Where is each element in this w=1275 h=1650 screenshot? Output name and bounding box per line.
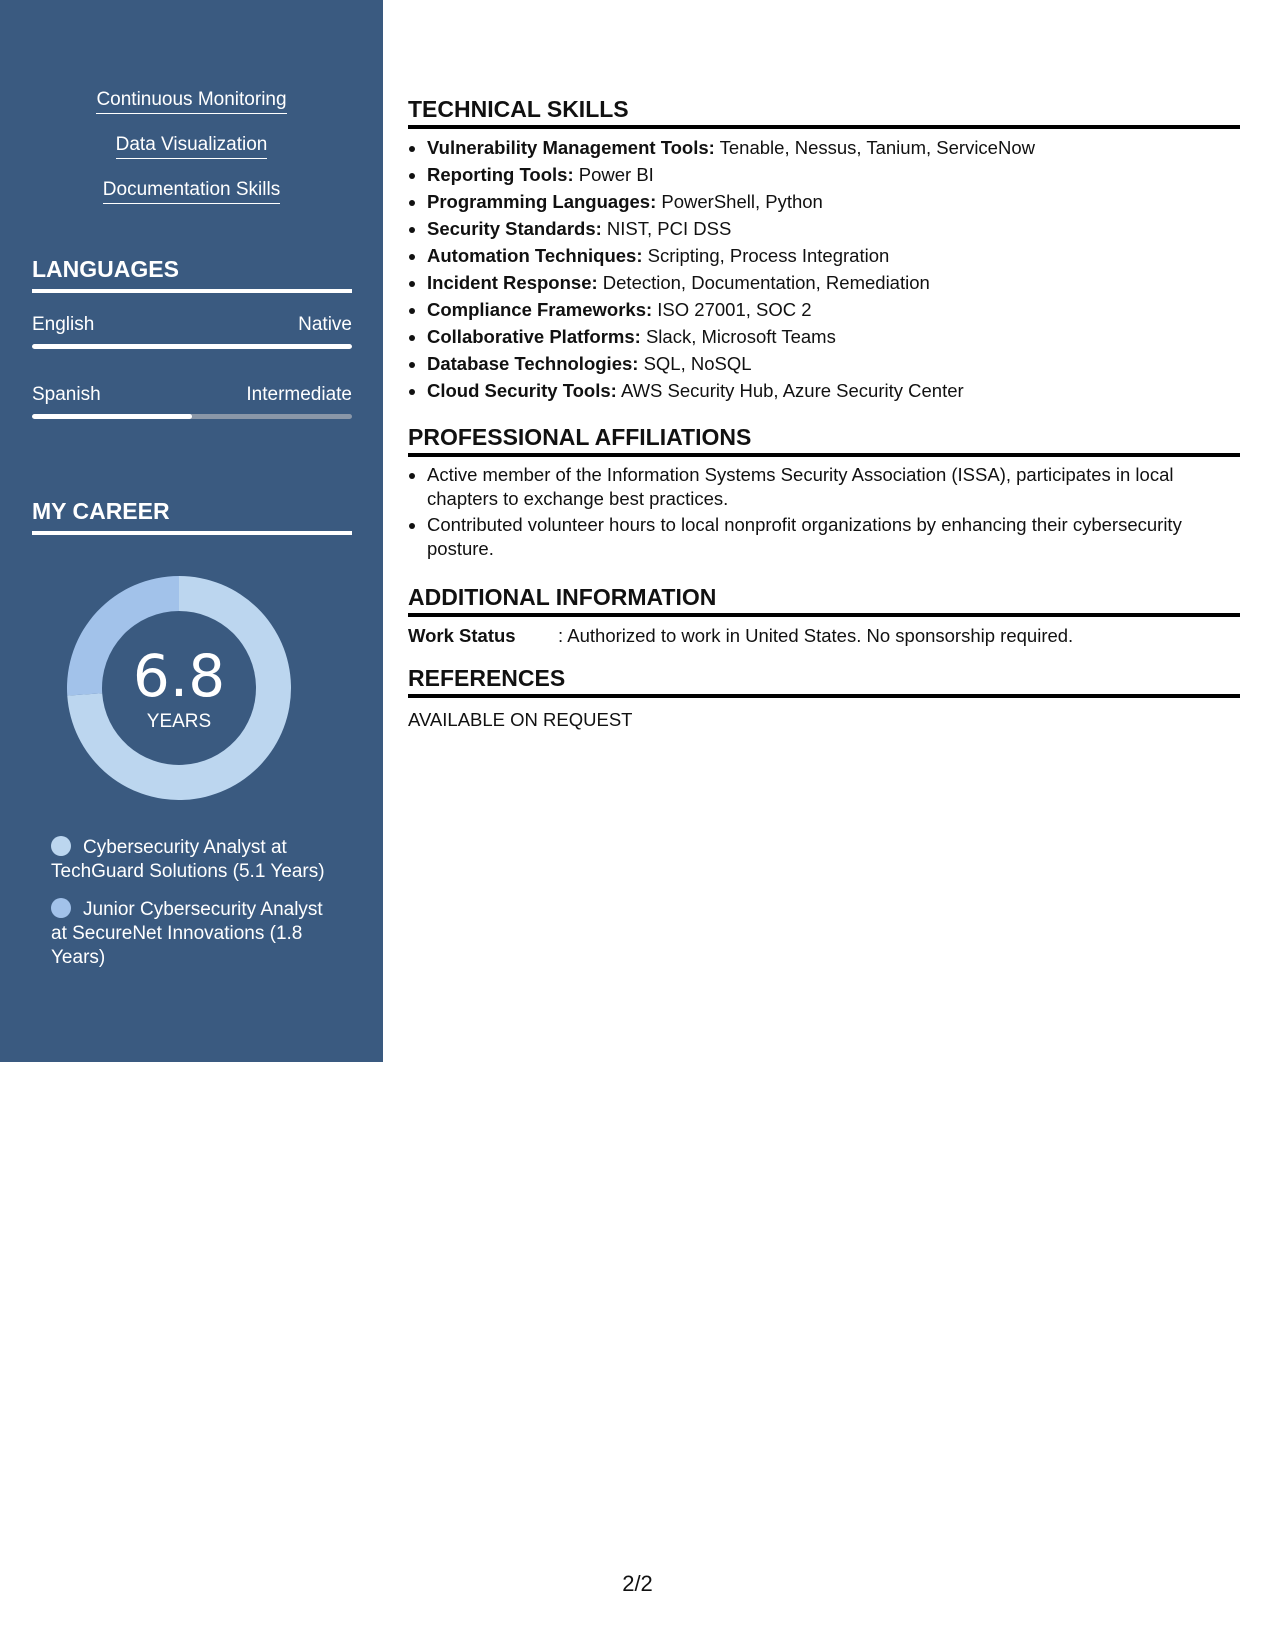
- language-row-spanish: [32, 383, 352, 407]
- affiliations-list: [408, 463, 1227, 563]
- language-level: Intermediate: [246, 384, 352, 405]
- legend-dot: [51, 836, 71, 856]
- skill-value: Scripting, Process Integration: [647, 245, 890, 266]
- language-bar-fill: [32, 414, 192, 419]
- skill-link-data-visualization[interactable]: [0, 133, 383, 157]
- career-donut-chart: [67, 576, 291, 800]
- skill-label: Security Standards:: [427, 218, 602, 239]
- career-total-years: 6.8: [132, 642, 226, 710]
- references-text: AVAILABLE ON REQUEST: [408, 709, 633, 730]
- list-item: • Contributed volunteer hours to local nonprofit organizations by enhancing their cybersecurity posture.: [427, 513, 1227, 561]
- skill-label: Incident Response:: [427, 272, 598, 293]
- skill-value: NIST, PCI DSS: [606, 218, 732, 239]
- list-item: [427, 296, 1239, 323]
- language-name: Spanish: [32, 384, 101, 405]
- additional-info-heading: ADDITIONAL INFORMATION: [408, 583, 1240, 617]
- list-item: [427, 215, 1239, 242]
- languages-heading: LANGUAGES: [32, 255, 352, 293]
- skill-link-continuous-monitoring[interactable]: [0, 88, 383, 112]
- language-bar-fill: [32, 344, 352, 349]
- list-item: [427, 188, 1239, 215]
- language-bar-spanish: [32, 414, 352, 419]
- sidebar: [0, 0, 383, 1062]
- career-total-unit: YEARS: [146, 711, 212, 732]
- technical-skills-list: [408, 134, 1239, 404]
- skill-value: PowerShell, Python: [661, 191, 823, 212]
- skill-value: SQL, NoSQL: [643, 353, 752, 374]
- list-item: [427, 377, 1239, 404]
- skill-label: Automation Techniques:: [427, 245, 643, 266]
- skill-value: Power BI: [578, 164, 654, 185]
- skill-label: Programming Languages:: [427, 191, 657, 212]
- affiliations-heading: PROFESSIONAL AFFILIATIONS: [408, 423, 1240, 457]
- career-item-label: Junior Cybersecurity Analyst at SecureNet Innovations (1.8 Years): [51, 899, 323, 968]
- skill-label: Compliance Frameworks:: [427, 299, 653, 320]
- skill-value: ISO 27001, SOC 2: [657, 299, 812, 320]
- skill-label: Database Technologies:: [427, 353, 639, 374]
- career-item-label: Cybersecurity Analyst at TechGuard Solutions (5.1 Years): [51, 837, 325, 882]
- legend-dot: [51, 898, 71, 918]
- work-status-label: Work Status: [408, 625, 516, 646]
- work-status-value: : Authorized to work in United States. No sponsorship required.: [558, 625, 1074, 646]
- language-level: Native: [298, 314, 352, 335]
- skill-value: Slack, Microsoft Teams: [645, 326, 836, 347]
- list-item: [427, 323, 1239, 350]
- skill-link-label: Documentation Skills: [103, 179, 280, 204]
- skill-link-label: Continuous Monitoring: [96, 89, 286, 114]
- skill-value: Detection, Documentation, Remediation: [602, 272, 930, 293]
- career-item-securenet: [51, 898, 336, 970]
- page-number: 2/2: [622, 1571, 653, 1596]
- references-heading: REFERENCES: [408, 664, 1240, 698]
- language-name: English: [32, 314, 95, 335]
- skill-label: Cloud Security Tools:: [427, 380, 617, 401]
- list-item: [427, 242, 1239, 269]
- list-item: • Active member of the Information Systems Security Association (ISSA), participates in local chapters to exchange best practices.: [427, 463, 1227, 511]
- skill-link-documentation-skills[interactable]: [0, 178, 383, 202]
- list-item: [427, 269, 1239, 296]
- skill-link-label: Data Visualization: [116, 134, 268, 159]
- skill-value: Tenable, Nessus, Tanium, ServiceNow: [719, 137, 1035, 158]
- list-item: [427, 350, 1239, 377]
- skill-label: Vulnerability Management Tools:: [427, 137, 715, 158]
- donut-center: [67, 576, 291, 800]
- list-item: [427, 161, 1239, 188]
- skill-label: Collaborative Platforms:: [427, 326, 641, 347]
- career-heading: MY CAREER: [32, 497, 352, 535]
- language-row-english: [32, 313, 352, 337]
- skill-label: Reporting Tools:: [427, 164, 574, 185]
- technical-skills-heading: TECHNICAL SKILLS: [408, 95, 1240, 129]
- language-bar-english: [32, 344, 352, 349]
- list-item: [427, 134, 1239, 161]
- career-item-techguard: [51, 836, 336, 884]
- skill-value: AWS Security Hub, Azure Security Center: [620, 380, 964, 401]
